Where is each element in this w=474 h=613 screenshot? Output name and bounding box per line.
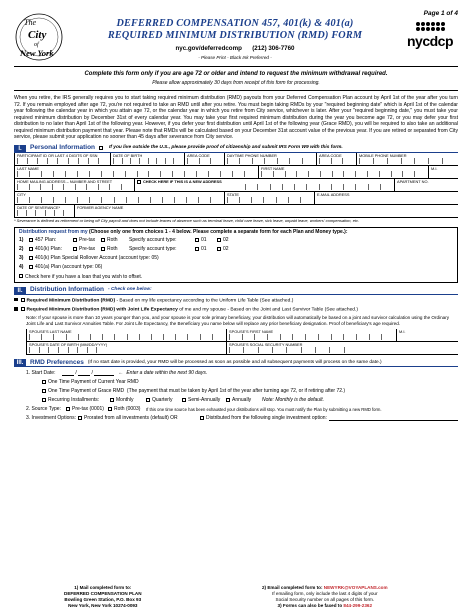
checkbox-icon — [21, 298, 25, 302]
section-title: Personal Information — [30, 144, 96, 152]
option-401a-plan: 4) 401(a) Plan (account type: 06) — [19, 264, 103, 271]
new-address-checkbox[interactable]: CHECK HERE IF THIS IS A NEW ADDRESS — [135, 179, 395, 191]
section-note: If you live outside the U.S., please provide proof of citizenship and submit IRS Form W9 with this form. — [109, 145, 343, 151]
svg-text:of: of — [34, 42, 39, 48]
daytime-phone-field[interactable]: DAYTIME PHONE NUMBER — [225, 153, 317, 165]
form-title-line2: REQUIRED MINIMUM DISTRIBUTION (RMD) FORM — [107, 29, 363, 41]
option-401k-plan: 2) 401(k) Plan: Pre-tax Roth Specify account type: 01 02 — [19, 246, 229, 253]
form-row — [15, 153, 458, 166]
brand-name: nycdcp — [406, 33, 453, 49]
section-title: Distribution Information — [30, 286, 105, 294]
distribution-request-heading: Distribution request from my (Choose only one from choices 1 - 4 below. Please complete a separate form for each Plan and Money type.): — [19, 228, 348, 235]
form-title-block — [74, 18, 396, 60]
section-personal-info-header — [14, 145, 458, 153]
date-of-birth-field[interactable]: DATE OF BIRTH — [111, 153, 185, 165]
personal-info-grid — [14, 153, 458, 218]
investment-options-row: 3. Investment Options: Prorated from all investments (default) OR Distributed from the following single investment option: — [26, 415, 458, 421]
city-seal-logo — [14, 12, 64, 62]
arrow-right-icon: ← — [118, 370, 124, 377]
spouse-ssn-field[interactable]: SPOUSE'S SOCIAL SECURITY NUMBER — [227, 342, 458, 354]
checkbox-457-01[interactable] — [195, 238, 199, 242]
section-note: - Check one below: — [108, 287, 152, 293]
divider — [14, 66, 458, 67]
recurring-row: Recurring Installments: Monthly Quarterly Semi-Annually Annually Note: Monthly is the default. — [42, 397, 458, 403]
form-row — [15, 179, 458, 192]
area-code-field[interactable]: AREA CODE — [185, 153, 225, 165]
checkbox-loan-offset[interactable] — [19, 274, 23, 278]
checkbox-401k-rollover[interactable] — [29, 256, 33, 260]
nycdcp-logo — [402, 22, 458, 62]
section-number: I. — [14, 145, 26, 153]
spouse-mi-field[interactable]: M.I. — [399, 329, 406, 335]
mobile-phone-field[interactable]: MOBILE PHONE NUMBER — [357, 153, 458, 165]
processing-notice: Please allow approximately 30 days from receipt of this form for processing. — [152, 80, 320, 87]
mobile-area-code-field[interactable]: AREA CODE — [317, 153, 357, 165]
section-title: RMD Preferences — [30, 359, 84, 367]
loan-offset-option: Check here if you have a loan that you wish to offset. — [19, 274, 453, 280]
form-row — [15, 205, 458, 218]
checkbox-icon — [99, 146, 103, 150]
section-distribution-info-header — [14, 287, 458, 295]
spouse-info-grid — [26, 329, 458, 355]
checkbox-semi-annually[interactable] — [182, 398, 186, 402]
checkbox-prorated[interactable] — [78, 416, 82, 420]
bullet-icon — [14, 298, 18, 302]
severance-date-field[interactable]: DATE OF SEVERANCE* — [15, 205, 75, 217]
section-rmd-preferences-header — [14, 359, 458, 367]
option-401k-rollover: 3) 401(k) Plan Special Rollover Account (account type: 05) — [19, 255, 159, 262]
start-date-hint: Enter a date within the next 90 days. — [126, 370, 208, 377]
form-row — [15, 166, 458, 179]
first-name-field[interactable]: FIRST NAME — [259, 166, 429, 178]
rmd-uniform-option[interactable]: Required Minimum Distribution (RMD) - Based on my life expectancy according to the Uniform Life Table (See attached.) — [14, 298, 458, 304]
checkbox-roth-0003[interactable] — [108, 407, 112, 411]
home-address-field[interactable]: HOME MAILING ADDRESS – NUMBER AND STREET — [15, 179, 135, 191]
checkbox-401k-roth[interactable] — [101, 247, 105, 251]
section-note: (If no start date is provided, your RMD will be processed as soon as possible and all subsequent payments will process on the same date.) — [87, 360, 382, 366]
opt-current-year[interactable]: One Time Payment of Current Year RMD — [42, 379, 458, 385]
intro-paragraph: When you retire, the IRS generally requires you to start taking required minimum distribution (RMD) payouts from your Deferred Compensation Plan account by April 1st of the year after you turn 72. If you remain employed after age 72, you're not required to take an RMD until after you retire. You must begin taking RMDs by your "required beginning date" which is April 1st of the calendar year following the calendar year in which you attain age 72, or the calendar year in which you retire from City service, whichever is later. After your "required beginning date," you must take your required minimum distribution by December 31st of every calendar year. You may take your first required minimum distribution during the year you become age 72, or you may defer your first distribution to no later than April 1st of the following year. However, if you defer your first distribution until April 1st of the following year (Grace RMD), you will be required to also take an additional required minimum distribution payment that year. Please note that RMDs will be calculated based on your December 31st account value of the previous year. If you are retired or separated from City service, please submit your application no sooner than 45 days after severance from City service. — [14, 95, 458, 141]
logo-dots-icon — [415, 22, 445, 31]
checkbox-457[interactable] — [29, 238, 33, 242]
checkbox-457-02[interactable] — [217, 238, 221, 242]
start-year-field[interactable] — [94, 371, 114, 376]
submission-footer — [14, 585, 458, 609]
checkbox-icon — [21, 307, 25, 311]
form-row — [15, 192, 458, 205]
mail-instructions: 1) Mail completed form to: DEFERRED COMPENSATION PLAN Bowling Green Station, P.O. Box 93 New York, New York 10274-0093 — [64, 585, 142, 609]
checkbox-457-roth[interactable] — [101, 238, 105, 242]
state-field[interactable]: STATE — [225, 192, 315, 204]
start-month-field[interactable] — [62, 371, 74, 376]
start-date-row: 1. Start Date: / / ← Enter a date within the next 90 days. — [26, 370, 208, 377]
contact-line — [74, 45, 396, 52]
svg-text:New York: New York — [20, 48, 54, 58]
email-field[interactable]: E-MAIL ADDRESS — [317, 191, 350, 197]
svg-text:City: City — [28, 29, 47, 41]
middle-initial-field[interactable]: M.I. — [431, 165, 438, 171]
source-type-row: 2. Source Type: Pre-tax (0001) Roth (0003) If this one time source has been exhausted your distributions will stop. You must notify the Plan by submitting a new RMD form. — [26, 406, 382, 413]
spouse-first-name-field[interactable]: SPOUSE'S FIRST NAME — [227, 329, 397, 341]
checkbox-annually[interactable] — [226, 398, 230, 402]
section-number: III. — [14, 359, 26, 367]
distribution-request-box — [14, 227, 458, 283]
divider — [14, 90, 458, 91]
spouse-note: Note: If your spouse is more than 10 years younger than you, and your spouse is your sole primary beneficiary, your distribution will automatically be based on a joint and survivor calculation using the Ordinary Joint Life and Last Survivor Annuities Table. For Joint Life Expectancy, the Beneficiary you name below will replace any prior beneficiary designation. Proof of beneficiary's age required. — [26, 314, 450, 326]
form-header — [14, 8, 458, 64]
single-investment-field[interactable] — [329, 416, 458, 421]
email-fax-instructions: 2) Email completed form to: NEWYRK@VOYAPLANS.com If emailing form, only include the last 4 digits of your Social Security number on all pages of this form. 3) Forms can also be faxed to 844-299-2362 — [262, 585, 388, 609]
form-row — [27, 329, 458, 342]
print-note: - Please Print - Black Ink Preferred - — [198, 54, 272, 60]
fax-number: 844-299-2362 — [343, 603, 373, 609]
form-title-line1: DEFERRED COMPENSATION 457, 401(k) & 401(a) — [116, 18, 354, 29]
svg-text:The: The — [24, 18, 36, 27]
apartment-field[interactable]: APARTMENT NO. — [397, 178, 429, 184]
checkbox-457-pretax[interactable] — [73, 238, 77, 242]
last-name-field[interactable]: LAST NAME — [15, 166, 259, 178]
checkbox-401a[interactable] — [29, 265, 33, 269]
checkbox-quarterly[interactable] — [146, 398, 150, 402]
city-field[interactable]: CITY — [15, 192, 225, 204]
checkbox-icon — [42, 380, 46, 384]
section-number: II. — [14, 287, 26, 295]
page-number: Page 1 of 4 — [423, 10, 458, 17]
participant-id-field[interactable]: PARTICIPANT ID OR LAST 4 DIGITS OF SSN — [15, 153, 111, 165]
checkbox-pretax-0001[interactable] — [66, 407, 70, 411]
checkbox-401k-01[interactable] — [195, 247, 199, 251]
spouse-last-name-field[interactable]: SPOUSE'S LAST NAME — [27, 329, 227, 341]
phone-number: (212) 306-7760 — [252, 45, 295, 53]
email-link[interactable]: NEWYRK@VOYAPLANS.com — [323, 585, 388, 591]
checkbox-recurring[interactable] — [42, 398, 46, 402]
checkbox-icon — [42, 389, 46, 393]
eligibility-notice: Complete this form only if you are age 72 or older and intend to request the minimum withdrawal required. — [84, 71, 388, 77]
checkbox-401k-02[interactable] — [217, 247, 221, 251]
checkbox-401k-pretax[interactable] — [73, 247, 77, 251]
former-agency-field[interactable]: FORMER AGENCY NAME — [77, 204, 124, 210]
spouse-dob-field[interactable]: SPOUSE'S DATE OF BIRTH (MM/DD/YYYY) — [27, 342, 227, 354]
checkbox-icon — [137, 180, 141, 184]
checkbox-monthly[interactable] — [110, 398, 114, 402]
bullet-icon — [14, 307, 18, 311]
website-link[interactable]: nyc.gov/deferredcomp — [175, 45, 242, 53]
severance-footnote: * Severance is defined as retirement or being off City payroll and does not include leaves of absence such as terminal leave, child care leave, sick leave, unpaid leave, workers' compensation, etc. — [14, 217, 360, 223]
opt-grace-rmd[interactable]: One Time Payment of Grace RMD (The payment that must be taken by April 1st of the year after turning age 72, or if retiring after 72.) — [42, 388, 458, 394]
option-457-plan: 1) 457 Plan: Pre-tax Roth Specify account type: 01 02 — [19, 237, 229, 244]
checkbox-single-investment[interactable] — [200, 416, 204, 420]
form-row — [27, 342, 458, 355]
rmd-joint-option[interactable]: Required Minimum Distribution (RMD) with Joint Life Expectancy of me and my spouse - Based on the Joint and Last Survivor Table (See attached.) — [14, 307, 458, 313]
start-day-field[interactable] — [78, 371, 90, 376]
checkbox-401k[interactable] — [29, 247, 33, 251]
